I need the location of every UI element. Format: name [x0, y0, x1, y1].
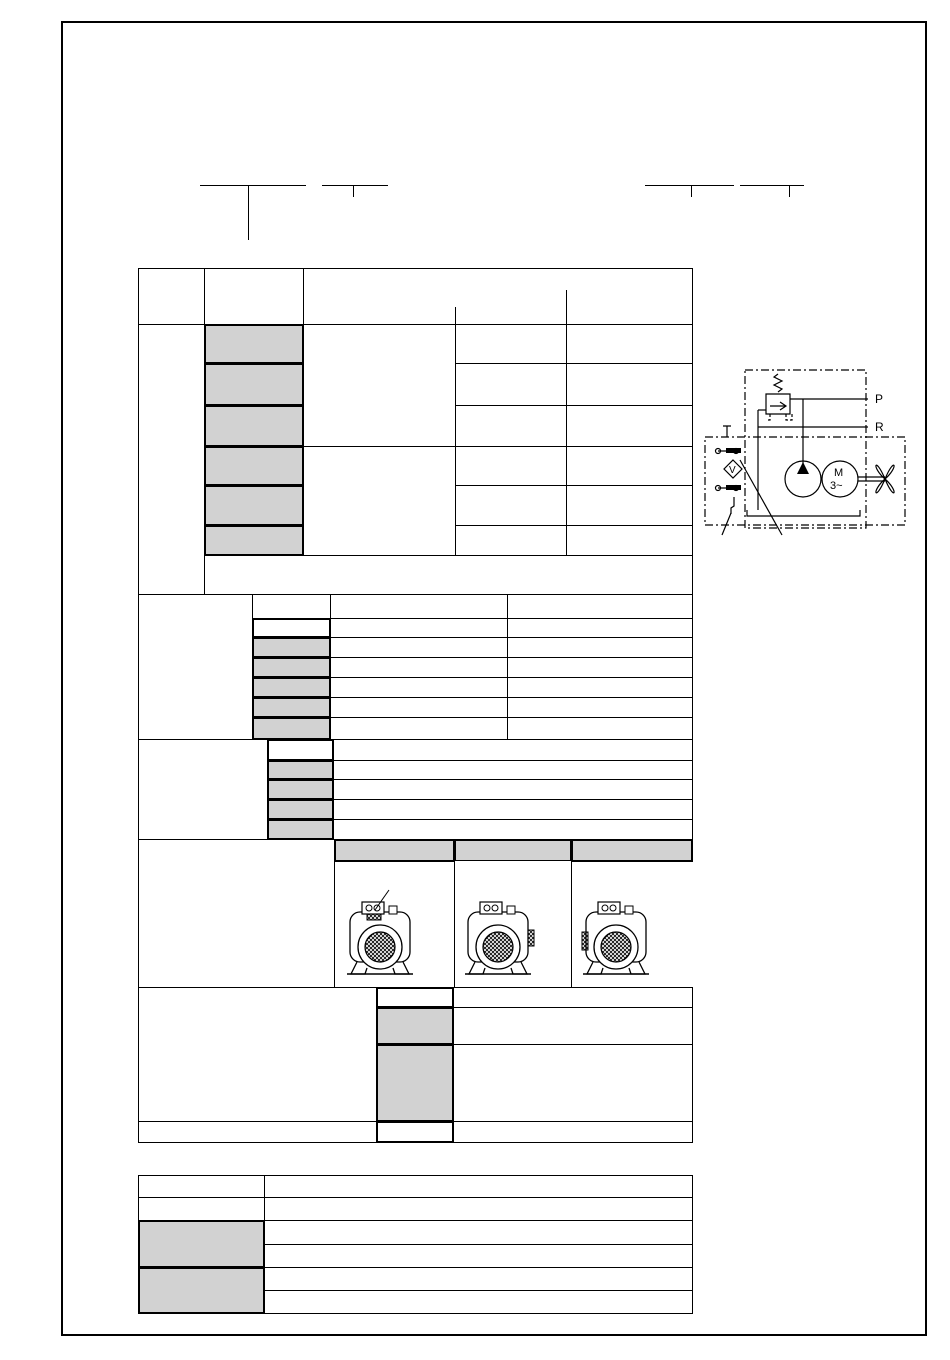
section-3-opt-5 [267, 819, 334, 840]
value-1f-2 [566, 525, 693, 556]
section-2-val-4a [330, 677, 508, 698]
port-p-label: P [875, 392, 884, 406]
option-1c [204, 405, 304, 447]
section-2-val-4b [507, 677, 693, 698]
value-1c-2 [566, 405, 693, 447]
section-3-opt-4 [267, 799, 334, 820]
lower-label-2 [138, 1197, 265, 1221]
header-divider-1 [455, 307, 456, 325]
section-2-val-6b [507, 717, 693, 740]
value-1b-2 [566, 363, 693, 406]
orientation-left-icon [347, 890, 413, 974]
code-leader-1 [248, 185, 249, 240]
filter-element-icon [726, 448, 741, 453]
lower-label-1 [138, 1175, 265, 1198]
motor-phase-label: 3~ [830, 480, 843, 492]
option-1b [204, 363, 304, 406]
code-tick-4 [789, 185, 790, 197]
section-3-label [138, 739, 268, 840]
lower-option-2 [138, 1267, 265, 1314]
section-3-opt-2 [267, 760, 334, 780]
code-segment-2 [322, 185, 388, 186]
section-2-head-1 [252, 594, 331, 619]
section-2-opt-3 [252, 657, 331, 678]
group-cell-1 [303, 324, 456, 447]
lower-value-4 [264, 1244, 693, 1268]
section-2-val-2b [507, 637, 693, 658]
header-cell-3 [303, 268, 693, 325]
port-r-label: R [875, 420, 884, 434]
section-2-opt-5 [252, 697, 331, 718]
code-tick-3 [691, 185, 692, 197]
value-1d-2 [566, 446, 693, 486]
section-5-opt-2 [376, 1007, 454, 1045]
section-2-label [138, 594, 253, 740]
section-3-val-2 [333, 760, 693, 780]
orientation-head-3 [571, 839, 693, 862]
section-5-opt-1 [376, 987, 454, 1008]
option-1f [204, 525, 304, 556]
section-2-opt-1 [252, 618, 331, 638]
section-3-opt-3 [267, 779, 334, 800]
value-1a-1 [455, 324, 567, 364]
orientation-center-icon [465, 902, 534, 974]
lower-value-1 [264, 1175, 693, 1198]
section-2-val-1b [507, 618, 693, 638]
code-segment-1 [200, 185, 306, 186]
value-1c-1 [455, 405, 567, 447]
section-2-opt-2 [252, 637, 331, 658]
section-4-label [138, 839, 335, 988]
section-3-val-1 [333, 739, 693, 761]
motor-label: M [834, 467, 844, 479]
lower-option-1 [138, 1220, 265, 1268]
value-1e-1 [455, 485, 567, 526]
section-2-val-2a [330, 637, 508, 658]
value-1a-2 [566, 324, 693, 364]
schematic-unit-boundary [745, 370, 866, 528]
section-5-val-1 [453, 987, 693, 1008]
lower-value-6 [264, 1290, 693, 1314]
section-2-opt-6 [252, 717, 331, 740]
section-5-val-3 [453, 1044, 693, 1122]
value-1f-1 [455, 525, 567, 556]
section-3-val-3 [333, 779, 693, 800]
orientation-head-1 [334, 839, 455, 862]
section-2-opt-4 [252, 677, 331, 698]
option-1e [204, 485, 304, 526]
section-3-val-4 [333, 799, 693, 820]
hydraulic-schematic [700, 360, 910, 550]
section-2-val-3b [507, 657, 693, 678]
option-1a [204, 324, 304, 364]
section-1-note [204, 555, 693, 595]
section-2-val-5a [330, 697, 508, 718]
value-1e-2 [566, 485, 693, 526]
section-3-val-5 [333, 819, 693, 840]
section-6-val [453, 1121, 693, 1143]
pump-arrow-icon [797, 462, 809, 474]
header-divider-2 [566, 290, 567, 325]
section-2-head-2 [330, 594, 508, 619]
group-cell-2 [303, 446, 456, 556]
lower-value-3 [264, 1220, 693, 1245]
section-5-opt-3 [376, 1044, 454, 1122]
value-1d-1 [455, 446, 567, 486]
section-2-val-1a [330, 618, 508, 638]
option-1d [204, 446, 304, 486]
header-cell-1 [138, 268, 205, 325]
section-2-val-6a [330, 717, 508, 740]
section-2-val-5b [507, 697, 693, 718]
lower-value-2 [264, 1197, 693, 1221]
level-element-icon [726, 485, 741, 490]
value-1b-1 [455, 363, 567, 406]
section-5-val-2 [453, 1007, 693, 1045]
orientation-right-icon [582, 902, 649, 974]
section-3-opt-1 [267, 739, 334, 761]
section-6-label [138, 1121, 377, 1143]
lower-value-5 [264, 1267, 693, 1291]
section-6-opt [376, 1121, 454, 1143]
section-2-val-3a [330, 657, 508, 678]
header-cell-2 [204, 268, 304, 325]
code-tick-2 [353, 185, 354, 197]
section-2-head-3 [507, 594, 693, 619]
code-segment-4 [740, 185, 804, 186]
code-segment-3 [645, 185, 734, 186]
orientation-drawings [345, 890, 685, 985]
section-5-label [138, 987, 377, 1122]
section-1-label [138, 324, 205, 595]
orientation-head-2 [454, 839, 572, 862]
valve-symbol-label: V [729, 465, 736, 476]
